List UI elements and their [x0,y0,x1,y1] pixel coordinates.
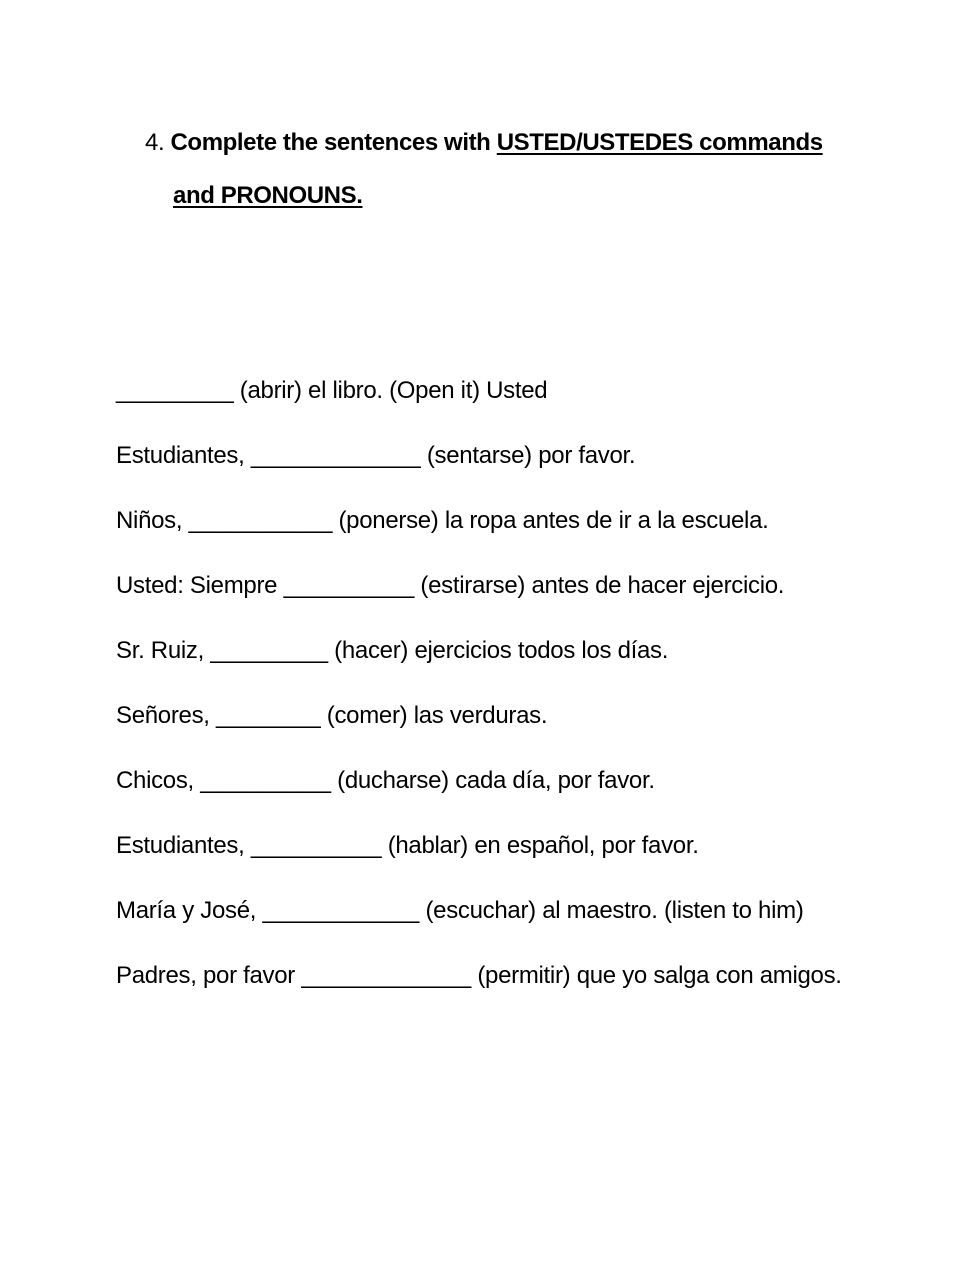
instruction-line-1 [145,116,865,169]
sentence-7: Chicos, __________ (ducharse) cada día, por favor. [116,767,655,794]
sentence-5: Sr. Ruiz, _________ (hacer) ejercicios todos los días. [116,637,669,664]
instruction-underlined-2: and PRONOUNS. [173,182,363,209]
instruction-heading [145,116,865,222]
sentence-2: Estudiantes, _____________ (sentarse) por favor. [116,442,636,469]
sentence-1: _________ (abrir) el libro. (Open it) Usted [116,377,548,404]
instruction-text: Complete the sentences with [170,129,491,156]
sentence-10: Padres, por favor _____________ (permitir) que yo salga con amigos. [116,962,842,989]
sentence-6: Señores, ________ (comer) las verduras. [116,702,548,729]
instruction-line-2 [145,169,865,222]
sentence-4: Usted: Siempre __________ (estirarse) antes de hacer ejercicio. [116,572,785,599]
sentence-3: Niños, ___________ (ponerse) la ropa antes de ir a la escuela. [116,507,769,534]
sentence-9: María y José, ____________ (escuchar) al maestro. (listen to him) [116,897,804,924]
instruction-underlined-1: USTED/USTEDES commands [496,129,823,156]
sentence-list [116,364,876,1014]
sentence-8: Estudiantes, __________ (hablar) en español, por favor. [116,832,699,859]
question-number: 4. [145,129,165,156]
